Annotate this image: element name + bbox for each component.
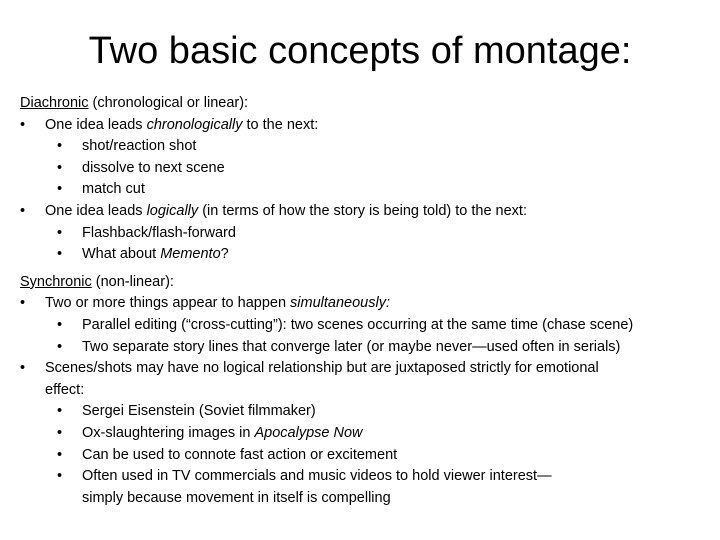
item-text: One idea leads [45, 116, 147, 133]
item-text: match cut [82, 181, 145, 198]
bullet-icon: • [57, 468, 63, 485]
item-text: One idea leads [45, 202, 147, 219]
list-subitem [20, 244, 716, 266]
list-subitem [20, 445, 716, 467]
item-text: effect: [45, 381, 85, 398]
list-subitem [20, 315, 716, 337]
bullet-icon: • [57, 138, 63, 155]
list-subitem [20, 136, 716, 158]
bullet-icon: • [57, 224, 63, 241]
item-emphasis: chronologically [146, 116, 243, 133]
list-subitem [20, 158, 716, 180]
list-subitem [20, 179, 716, 201]
bullet-icon: • [57, 424, 63, 441]
item-text: Can be used to connote fast action or excitement [82, 446, 398, 463]
list-item [20, 293, 716, 315]
item-text: Ox-slaughtering images in [82, 424, 255, 441]
bullet-icon: • [57, 246, 63, 263]
diachronic-qualifier: (chronological or linear): [88, 95, 249, 111]
list-subitem [20, 401, 716, 423]
synchronic-heading [20, 272, 716, 294]
item-text: Parallel editing (“cross-cutting”): two scenes occurring at the same time (chase scene) [82, 316, 634, 333]
item-text: Two or more things appear to happen [45, 295, 291, 312]
bullet-icon: • [20, 116, 26, 133]
item-text: (in terms of how the story is being told) to the next: [198, 202, 527, 219]
list-subitem [20, 223, 716, 245]
bullet-icon: • [57, 316, 63, 333]
list-subitem [20, 466, 716, 488]
item-text: to the next: [242, 116, 319, 133]
synchronic-qualifier: (non-linear): [91, 273, 174, 290]
list-item [20, 201, 716, 223]
item-text: Scenes/shots may have no logical relationship but are juxtaposed strictly for emotional [45, 360, 599, 377]
slide-body [20, 93, 716, 509]
item-text: Often used in TV commercials and music videos to hold viewer interest— [82, 468, 552, 485]
item-text: ? [220, 246, 229, 263]
item-text: dissolve to next scene [82, 159, 225, 176]
list-item-continuation [20, 380, 716, 402]
item-text: What about [82, 246, 161, 263]
item-text: Two separate story lines that converge later (or maybe never—used often in serials) [82, 338, 621, 355]
diachronic-term: Diachronic [20, 95, 89, 111]
diachronic-heading [20, 93, 716, 115]
list-subitem [20, 423, 716, 445]
list-subitem [20, 337, 716, 359]
bullet-icon: • [57, 159, 63, 176]
item-text: Flashback/flash-forward [82, 224, 236, 241]
slide-title: Two basic concepts of montage: [88, 30, 632, 72]
synchronic-term: Synchronic [20, 273, 92, 290]
item-emphasis: simultaneously: [290, 295, 390, 312]
bullet-icon: • [20, 360, 26, 377]
item-text: Sergei Eisenstein (Soviet filmmaker) [82, 403, 316, 420]
bullet-icon: • [57, 338, 63, 355]
list-subitem-continuation [20, 488, 716, 510]
item-emphasis: logically [146, 202, 199, 219]
list-item [20, 115, 716, 137]
bullet-icon: • [57, 446, 63, 463]
bullet-icon: • [20, 295, 26, 312]
item-text: simply because movement in itself is compelling [82, 489, 391, 506]
bullet-icon: • [57, 403, 63, 420]
bullet-icon: • [57, 181, 63, 198]
item-emphasis: Apocalypse Now [254, 424, 363, 441]
item-emphasis: Memento [160, 246, 221, 263]
list-item [20, 358, 716, 380]
bullet-icon: • [20, 202, 26, 219]
item-text: shot/reaction shot [82, 138, 197, 155]
